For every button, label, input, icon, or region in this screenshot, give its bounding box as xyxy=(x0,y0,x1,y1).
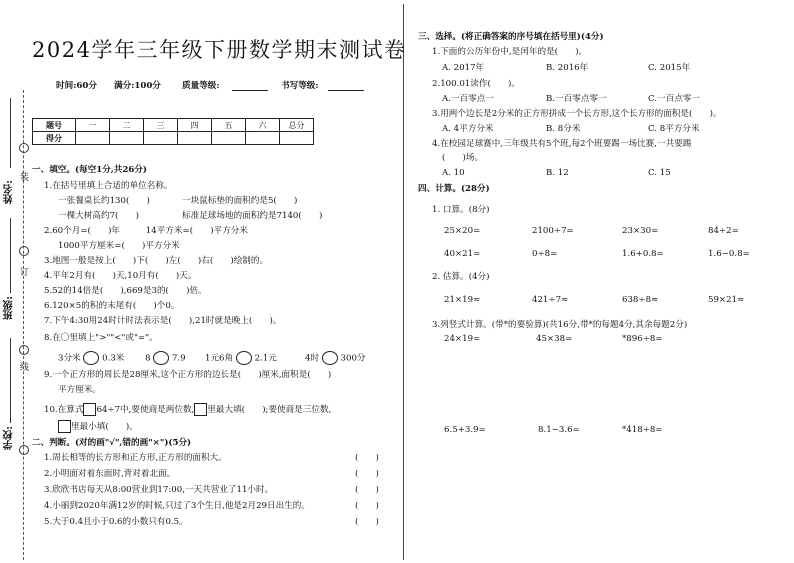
section1-header: 一、填空。(每空1分,共26分) xyxy=(32,165,148,175)
s1-q1b: 一块鼠标垫的面积约是5( ) xyxy=(182,196,298,206)
compare-item xyxy=(205,351,277,365)
score-cell: 四 xyxy=(178,119,212,132)
score-header-row xyxy=(33,119,314,132)
option[interactable]: C. 8平方分米 xyxy=(648,124,700,134)
compare-item xyxy=(305,351,366,365)
s3-q4b: ( )场。 xyxy=(442,153,484,163)
oral-item: 1.6+0.8= xyxy=(622,249,664,259)
digit-box[interactable] xyxy=(194,403,207,416)
compare-right: 300分 xyxy=(340,353,366,364)
score-cell: 一 xyxy=(76,119,110,132)
score-entry-row xyxy=(33,132,314,145)
vertical-calc-item: 8.1−3.6= xyxy=(538,425,580,435)
quality-blank[interactable] xyxy=(232,90,268,91)
score-input[interactable] xyxy=(110,132,144,145)
s1-q8: 8.在〇里填上">""<"或"="。 xyxy=(44,333,158,343)
binding-margin xyxy=(0,0,30,563)
binding-hole xyxy=(19,445,29,455)
score-input[interactable] xyxy=(280,132,314,145)
s1-q1a: 一张餐桌长约130( ) xyxy=(58,196,150,206)
q10-text: 里最大填( );要使商是三位数, xyxy=(207,405,332,415)
time-label: 时间:60分 xyxy=(56,81,97,91)
option[interactable]: A.一百零点一 xyxy=(442,94,494,104)
s3-q3: 3.用两个边长是2分米的正方形拼成一个长方形,这个长方形的面积是( )。 xyxy=(432,109,722,119)
judge-item: 5.大于0.4且小于0.6的小数只有0.5。 xyxy=(44,517,188,527)
score-cell: 二 xyxy=(110,119,144,132)
name-label: 姓名: xyxy=(4,180,15,204)
vertical-calc-header: 3.列竖式计算。(带*的要验算)(共16分,带*的每题4分,其余每题2分) xyxy=(432,320,688,330)
oral-header: 1. 口算。(8分) xyxy=(432,205,490,215)
oral-item: 0÷8= xyxy=(532,249,558,259)
name-blank[interactable] xyxy=(10,98,11,168)
s1-q10b xyxy=(58,420,138,433)
s1-q1d: 标准足球场地的面积约是7140( ) xyxy=(182,211,323,221)
page-divider xyxy=(403,4,404,560)
oral-item: 2100÷7= xyxy=(532,226,574,236)
option[interactable]: B. 2016年 xyxy=(546,63,589,73)
vertical-calc-item: 6.5+3.9= xyxy=(444,425,486,435)
s1-q2a: 2.60个月=( )年 14平方米=( )平方分米 xyxy=(44,226,248,236)
s1-q7: 7.下午4:30用24时计时法表示是( ),21时就是晚上( )。 xyxy=(44,316,282,326)
section3-header: 三、选择。(将正确答案的序号填在括号里)(4分) xyxy=(418,32,604,42)
score-input[interactable] xyxy=(246,132,280,145)
school-blank[interactable] xyxy=(10,338,11,423)
estimate-header: 2. 估算。(4分) xyxy=(432,272,490,282)
estimate-item: 638÷8≈ xyxy=(622,295,659,305)
judge-paren[interactable]: ( ) xyxy=(355,469,379,479)
option[interactable]: C.一百点零一 xyxy=(648,94,700,104)
s1-q6: 6.120×5的积的末尾有( )个0。 xyxy=(44,301,180,311)
judge-paren[interactable]: ( ) xyxy=(355,453,379,463)
quality-label: 质量等级: xyxy=(182,81,220,91)
school-label: 学校: xyxy=(4,426,15,450)
s1-q3: 3.地图一般是按上( )下( )左( )右( )绘制的。 xyxy=(44,256,269,266)
estimate-item: 59×21≈ xyxy=(708,295,745,305)
option[interactable]: C. 2015年 xyxy=(648,63,691,73)
score-cell: 五 xyxy=(212,119,246,132)
estimate-item: 21×19≈ xyxy=(444,295,481,305)
oral-item: 25×20= xyxy=(444,226,481,236)
compare-left: 3分米 xyxy=(58,353,81,364)
judge-item: 4.小丽到2020年满12岁的时候,只过了3个生日,他是2月29日出生的。 xyxy=(44,501,310,511)
score-cell: 六 xyxy=(246,119,280,132)
option[interactable]: C. 15 xyxy=(648,168,671,178)
vertical-calc-item: *418÷8= xyxy=(622,425,663,435)
judge-paren[interactable]: ( ) xyxy=(355,501,379,511)
vertical-calc-item: 45×38= xyxy=(536,334,573,344)
compare-right: 2.1元 xyxy=(254,353,277,364)
compare-left: 4时 xyxy=(305,353,320,364)
class-blank[interactable] xyxy=(10,218,11,293)
writing-blank[interactable] xyxy=(328,90,364,91)
judge-paren[interactable]: ( ) xyxy=(355,517,379,527)
s1-q10a xyxy=(44,403,331,416)
option[interactable]: A. 10 xyxy=(442,168,465,178)
binding-hole xyxy=(19,143,29,153)
q10-text: 10.在算式 xyxy=(44,405,84,415)
compare-left: 8 xyxy=(145,353,151,364)
s1-q1: 1.在括号里填上合适的单位名称。 xyxy=(44,181,173,191)
s1-q9b: 平方厘米。 xyxy=(58,385,101,395)
section2-header: 二、判断。(对的画"√",错的画"×")(5分) xyxy=(32,438,192,448)
judge-paren[interactable]: ( ) xyxy=(355,485,379,495)
s1-q1c: 一棵大树高约7( ) xyxy=(58,211,139,221)
option[interactable]: A. 2017年 xyxy=(442,63,485,73)
compare-circle[interactable] xyxy=(83,351,99,365)
option[interactable]: B.一百零点零一 xyxy=(546,94,607,104)
class-label: 班级: xyxy=(4,296,15,320)
digit-box[interactable] xyxy=(83,403,96,416)
compare-left: 1元6角 xyxy=(205,353,234,364)
score-cell: 三 xyxy=(144,119,178,132)
score-table xyxy=(32,118,314,145)
binding-hole xyxy=(19,345,29,355)
oral-item: 40×21= xyxy=(444,249,481,259)
score-cell: 总分 xyxy=(280,119,314,132)
score-input[interactable] xyxy=(178,132,212,145)
option[interactable]: B. 8分米 xyxy=(546,124,581,134)
score-input[interactable] xyxy=(144,132,178,145)
oral-item: 84÷2= xyxy=(708,226,739,236)
judge-item: 2.小明面对着东面时,背对着北面。 xyxy=(44,469,176,479)
score-cell: 得分 xyxy=(33,132,76,145)
option[interactable]: B. 12 xyxy=(546,168,569,178)
section4-header: 四、计算。(28分) xyxy=(418,184,490,194)
oral-item: 1.6−0.8= xyxy=(708,249,750,259)
writing-label: 书写等级: xyxy=(281,81,319,91)
fold-mark: 订 xyxy=(20,268,30,278)
compare-item xyxy=(58,351,124,365)
oral-item: 23×30= xyxy=(622,226,659,236)
digit-box[interactable] xyxy=(58,420,71,433)
score-input[interactable] xyxy=(212,132,246,145)
exam-title: 2024学年三年级下册数学期末测试卷 xyxy=(32,38,407,62)
s1-q4: 4.平年2月有( )天,10月有( )天。 xyxy=(44,271,197,281)
q10-text: 里最小填( )。 xyxy=(71,422,138,432)
fold-mark: 线 xyxy=(20,363,30,373)
compare-circle[interactable] xyxy=(322,351,338,365)
compare-circle[interactable] xyxy=(236,351,252,365)
compare-right: 0.3米 xyxy=(102,353,125,364)
compare-right: 7.9 xyxy=(171,353,186,364)
s3-q2: 2.100.01读作( )。 xyxy=(432,79,520,89)
score-cell: 题号 xyxy=(33,119,76,132)
s1-q9a: 9.一个正方形的周长是28厘米,这个正方形的边长是( )厘米,面积是( ) xyxy=(44,370,332,380)
s3-q4a: 4.在校园足球赛中,三年级共有5个班,每2个班要踢一场比赛,一共要踢 xyxy=(432,139,692,149)
fold-line xyxy=(23,90,24,560)
compare-item xyxy=(145,351,186,365)
estimate-item: 421÷7≈ xyxy=(532,295,569,305)
vertical-calc-item: *896÷8= xyxy=(622,334,663,344)
s3-q1: 1.下面的公历年份中,是闰年的是( )。 xyxy=(432,47,588,57)
option[interactable]: A. 4平方分米 xyxy=(442,124,494,134)
score-input[interactable] xyxy=(76,132,110,145)
judge-item: 3.欣欣书店每天从8:00营业到17:00,一天共营业了11小时。 xyxy=(44,485,274,495)
judge-item: 1.周长相等的长方形和正方形,正方形的面积大。 xyxy=(44,453,227,463)
compare-circle[interactable] xyxy=(153,351,169,365)
vertical-calc-item: 24×19= xyxy=(444,334,481,344)
s1-q5: 5.52的14倍是( ),669是3的( )倍。 xyxy=(44,286,207,296)
full-score-label: 满分:100分 xyxy=(114,81,161,91)
q10-text: 64÷7中,要使商是两位数, xyxy=(96,405,195,415)
binding-hole xyxy=(19,246,29,256)
fold-mark: 装 xyxy=(20,173,30,183)
s1-q2b: 1000平方厘米=( )平方分米 xyxy=(58,241,180,251)
